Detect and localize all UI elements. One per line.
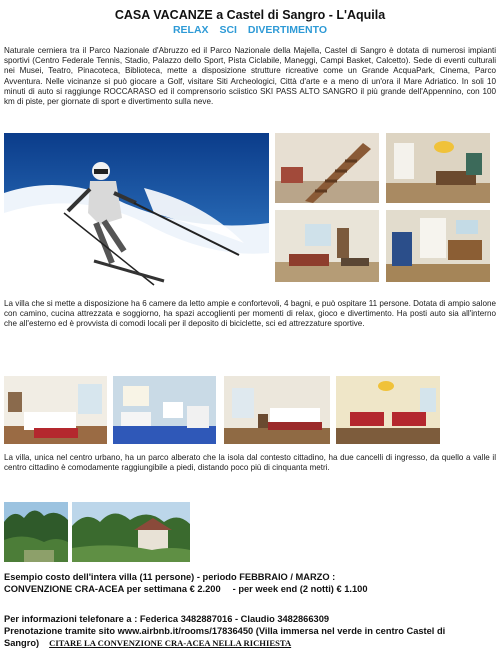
kitchen-photo [386, 210, 490, 282]
villa-description: La villa che si mette a disposizione ha 6 camere da letto ampie e confortevoli, 4 bagni, e può ospitare 11 persone. Dotata di ampio salone con camino, cucina attrezzata e soggiorno, ha spazi accoglienti per momenti di relax, gioco e divertimento. Ha posti auto sia all'interno che all'esterno ed è provvista di comodi locali per il deposito di biciclette, sci ed attrezzature sportive. [4, 299, 496, 329]
pricing-line-1: Esempio costo dell'intera villa (11 persone) - periodo FEBBRAIO / MARZO : [4, 572, 336, 582]
pricing-line-2 [4, 583, 496, 595]
bedroom-photo-1 [4, 376, 107, 444]
pricing-block [4, 571, 496, 595]
page-title: CASA VACANZE a Castel di Sangro - L'Aquila [114, 8, 386, 22]
pricing-week: CONVENZIONE CRA-ACEA per settimana € 2.200 [4, 584, 221, 594]
booking-text: Prenotazione tramite sito www.airbnb.it/rooms/17836450 (Villa immersa nel verde in centro Castel di Sangro) [4, 626, 446, 648]
garden-photo-1 [4, 502, 68, 562]
convention-link[interactable]: CITARE LA CONVENZIONE CRA-ACEA NELLA RICHIESTA [49, 638, 292, 648]
living-room-photo-1 [386, 133, 490, 203]
page-subtitle: RELAX SCI DIVERTIMENTO [172, 24, 328, 36]
location-description: La villa, unica nel centro urbano, ha un parco alberato che la isola dal contesto cittadino, ha due cancelli di ingresso, da quello a valle il centro cittadino è comodamente raggiungibile a piedi, distando poco più di cinquanta metri. [4, 453, 496, 473]
living-room-photo-2 [275, 210, 379, 282]
staircase-photo [275, 133, 379, 203]
pricing-weekend: - per week end (2 notti) € 1.100 [232, 584, 368, 594]
skier-photo [4, 133, 269, 293]
bedroom-photo-2 [224, 376, 330, 444]
contact-block [4, 613, 496, 649]
intro-paragraph: Naturale cerniera tra il Parco Nazionale d'Abruzzo ed il Parco Nazionale della Majella, Castel di Sangro è dotata di numerosi impianti sportivi (Centro Federale Tennis, Stadio, Palazzo dello Sport, Pista Ciclabile, Maneggi, Campi Basket, Calcetto). Sede di eventi culturali nei Musei, Teatro, Pinacoteca, Biblioteca, mette a disposizione strutture ricreative come un Grande AcquaPark, Cinema, Parco Avventura. Nelle vicinanze si può giocare a Golf, visitare Siti Archeologici, Città d'arte e a meno di un'ora il Mare Adriatico. In soli 10 minuti di auto si raggiunge ROCCARASO ed il comprensorio sciistico SKI PASS ALTO SANGRO il più grande dell'Appennino, con 100 km di piste, per giornate di sport e divertimento sulla neve. [4, 46, 496, 107]
contact-phone: Per informazioni telefonare a : Federica 3482887016 - Claudio 3482866309 [4, 614, 330, 624]
contact-booking [4, 625, 496, 649]
garden-photo-2 [72, 502, 190, 562]
bedroom-photo-3 [336, 376, 440, 444]
bathroom-photo [113, 376, 216, 444]
